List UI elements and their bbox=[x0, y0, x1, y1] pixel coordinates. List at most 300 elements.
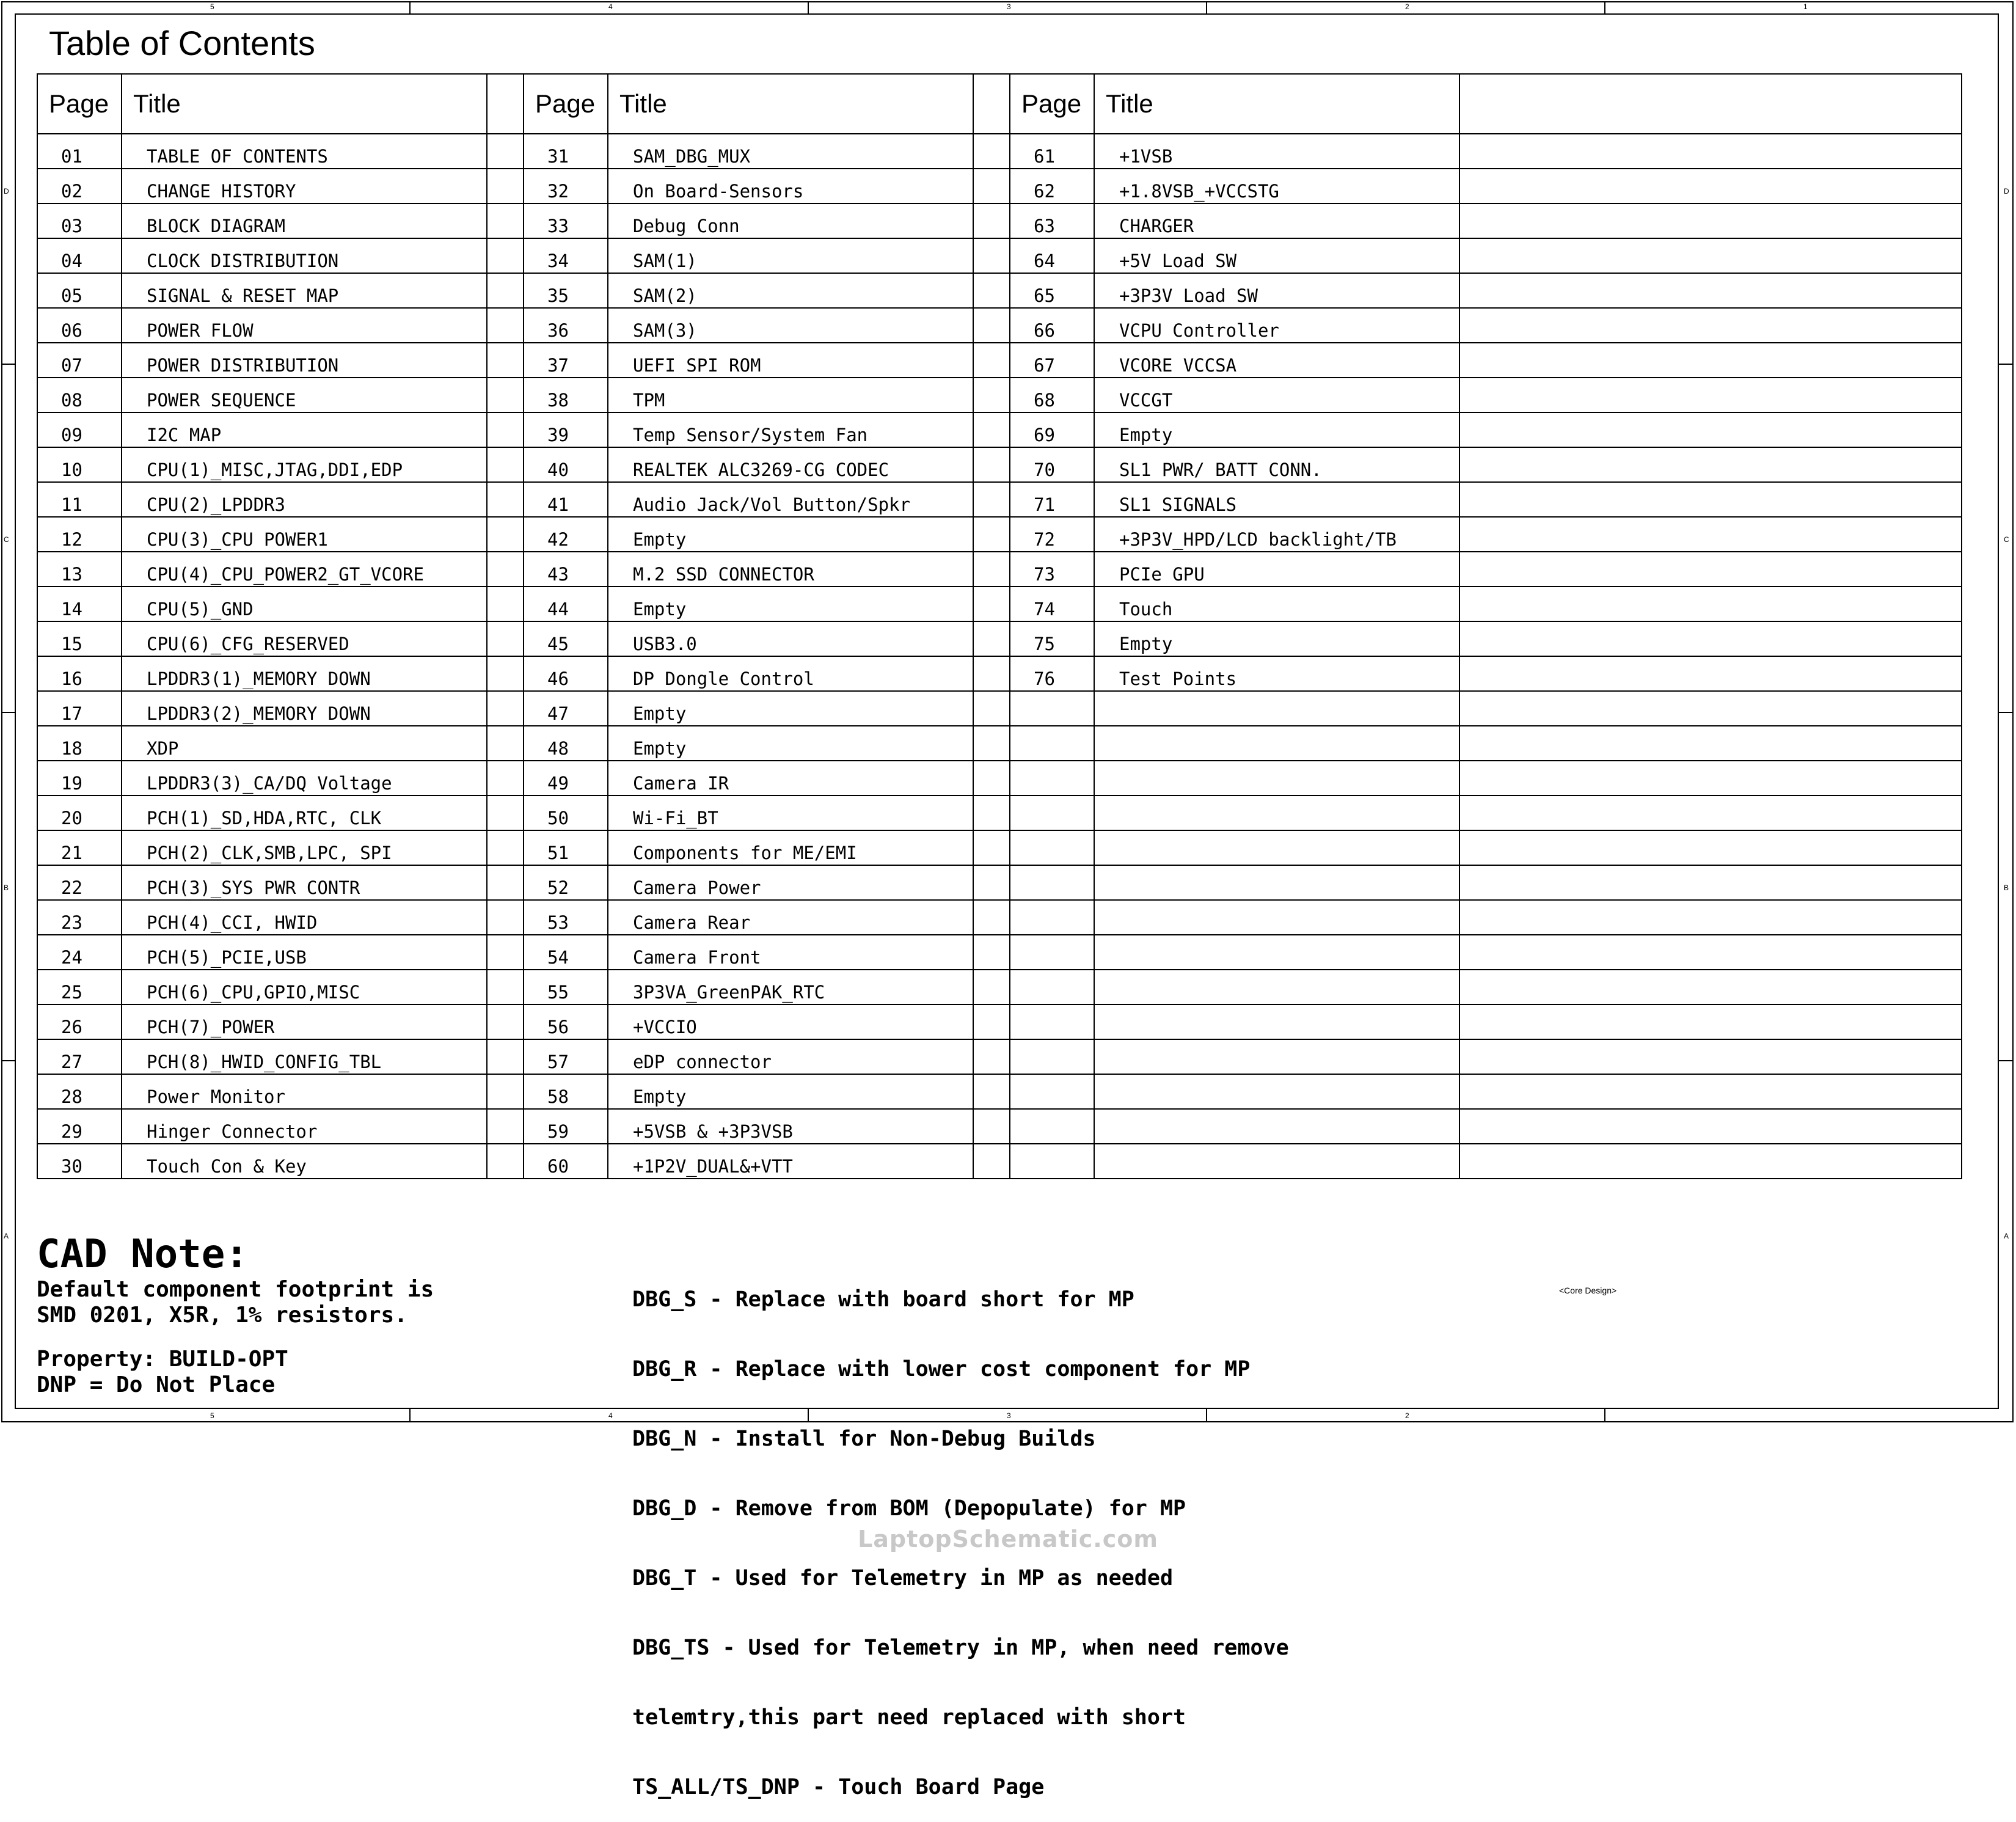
page-title-cell: Empty bbox=[608, 726, 973, 761]
blank-cell bbox=[487, 552, 524, 587]
toc-row bbox=[37, 378, 1962, 412]
toc-row bbox=[37, 1039, 1962, 1074]
page-title-cell: CLOCK DISTRIBUTION bbox=[122, 238, 487, 273]
dbg-note-line: DBG_D - Remove from BOM (Depopulate) for MP bbox=[632, 1496, 1186, 1521]
page-number-cell: 18 bbox=[37, 726, 122, 761]
page-title-cell: SAM(1) bbox=[608, 238, 973, 273]
blank-cell bbox=[487, 900, 524, 935]
toc-body bbox=[37, 134, 1962, 1179]
toc-row bbox=[37, 830, 1962, 865]
blank-cell bbox=[1459, 134, 1962, 169]
zone-divider bbox=[1999, 364, 2012, 365]
page-title-cell: SAM(2) bbox=[608, 273, 973, 308]
zone-divider bbox=[1999, 712, 2012, 713]
blank-cell bbox=[973, 761, 1010, 796]
page-number-cell: 36 bbox=[524, 308, 608, 343]
zone-label-right: B bbox=[2004, 884, 2009, 892]
zone-label-left: C bbox=[4, 535, 9, 544]
blank-cell bbox=[973, 726, 1010, 761]
toc-row bbox=[37, 134, 1962, 169]
blank-cell bbox=[1459, 587, 1962, 621]
blank-cell bbox=[487, 1074, 524, 1109]
page-number-cell: 26 bbox=[37, 1004, 122, 1039]
page-title-cell: 3P3VA_GreenPAK_RTC bbox=[608, 970, 973, 1004]
blank-cell bbox=[973, 343, 1010, 378]
page-number-cell: 39 bbox=[524, 412, 608, 447]
toc-row bbox=[37, 970, 1962, 1004]
page-title-cell bbox=[1094, 1109, 1459, 1144]
blank-cell bbox=[1459, 761, 1962, 796]
page-number-cell: 55 bbox=[524, 970, 608, 1004]
blank-cell bbox=[487, 238, 524, 273]
blank-cell bbox=[973, 378, 1010, 412]
page-number-cell: 76 bbox=[1010, 656, 1094, 691]
page-title-cell: +1.8VSB_+VCCSTG bbox=[1094, 169, 1459, 203]
blank-cell bbox=[487, 587, 524, 621]
page-title-cell: PCH(6)_CPU,GPIO,MISC bbox=[122, 970, 487, 1004]
zone-label-top: 3 bbox=[1007, 2, 1011, 11]
zone-divider bbox=[1999, 1060, 2012, 1061]
page-title-cell: PCH(5)_PCIE,USB bbox=[122, 935, 487, 970]
blank-cell bbox=[1459, 935, 1962, 970]
page-number-cell: 52 bbox=[524, 865, 608, 900]
toc-row bbox=[37, 412, 1962, 447]
blank-cell bbox=[487, 412, 524, 447]
blank-cell bbox=[973, 552, 1010, 587]
page-number-cell: 13 bbox=[37, 552, 122, 587]
page-title-cell bbox=[1094, 970, 1459, 1004]
page-number-cell: 71 bbox=[1010, 482, 1094, 517]
page-title-cell: +VCCIO bbox=[608, 1004, 973, 1039]
page-title-cell: PCH(1)_SD,HDA,RTC, CLK bbox=[122, 796, 487, 830]
zone-label-right: D bbox=[2004, 187, 2009, 196]
page-number-cell bbox=[1010, 796, 1094, 830]
blank-cell bbox=[487, 134, 524, 169]
page-title-cell: Empty bbox=[608, 691, 973, 726]
blank-cell bbox=[973, 203, 1010, 238]
page-title-cell: Camera Front bbox=[608, 935, 973, 970]
dbg-note-line: DBG_R - Replace with lower cost component for MP bbox=[632, 1357, 1251, 1381]
blank-cell bbox=[1459, 830, 1962, 865]
page-number-cell: 75 bbox=[1010, 621, 1094, 656]
zone-label-bottom: 4 bbox=[608, 1411, 613, 1420]
blank-cell bbox=[487, 1004, 524, 1039]
blank-cell bbox=[973, 900, 1010, 935]
page-title-cell: CHANGE HISTORY bbox=[122, 169, 487, 203]
page-title-cell: PCH(3)_SYS PWR CONTR bbox=[122, 865, 487, 900]
blank-cell bbox=[487, 343, 524, 378]
blank-cell bbox=[973, 587, 1010, 621]
zone-label-top: 2 bbox=[1405, 2, 1409, 11]
page-number-cell: 21 bbox=[37, 830, 122, 865]
page-number-cell: 51 bbox=[524, 830, 608, 865]
page-title-cell: Empty bbox=[608, 1074, 973, 1109]
page-title-cell: CPU(6)_CFG_RESERVED bbox=[122, 621, 487, 656]
blank-cell bbox=[973, 1039, 1010, 1074]
blank-cell bbox=[487, 796, 524, 830]
blank-cell bbox=[973, 935, 1010, 970]
blank-cell bbox=[1459, 203, 1962, 238]
blank-cell bbox=[487, 1039, 524, 1074]
zone-label-top: 4 bbox=[608, 2, 613, 11]
page-title-cell bbox=[1094, 935, 1459, 970]
toc-row bbox=[37, 203, 1962, 238]
page-title-cell: POWER FLOW bbox=[122, 308, 487, 343]
page-number-cell bbox=[1010, 1039, 1094, 1074]
page-number-cell: 04 bbox=[37, 238, 122, 273]
blank-cell bbox=[1459, 378, 1962, 412]
cad-note-heading: CAD Note: bbox=[37, 1232, 249, 1277]
blank-cell bbox=[487, 1144, 524, 1179]
blank-cell bbox=[973, 621, 1010, 656]
blank-cell bbox=[973, 830, 1010, 865]
page-title-cell: SL1 PWR/ BATT CONN. bbox=[1094, 447, 1459, 482]
title-column-header: Title bbox=[1094, 74, 1459, 134]
blank-cell bbox=[1459, 1039, 1962, 1074]
page-title-cell: Touch bbox=[1094, 587, 1459, 621]
page-number-cell: 65 bbox=[1010, 273, 1094, 308]
toc-row bbox=[37, 865, 1962, 900]
zone-divider bbox=[1604, 1409, 1605, 1421]
blank-cell bbox=[973, 1074, 1010, 1109]
toc-table bbox=[37, 73, 1962, 1179]
page-number-cell bbox=[1010, 970, 1094, 1004]
toc-row bbox=[37, 726, 1962, 761]
page-number-cell: 31 bbox=[524, 134, 608, 169]
blank-cell bbox=[487, 517, 524, 552]
page-title-cell bbox=[1094, 761, 1459, 796]
page-title-cell: BLOCK DIAGRAM bbox=[122, 203, 487, 238]
blank-cell bbox=[1459, 412, 1962, 447]
watermark: LaptopSchematic.com bbox=[858, 1526, 1158, 1553]
page-title-cell: Power Monitor bbox=[122, 1074, 487, 1109]
zone-label-right: A bbox=[2004, 1232, 2009, 1240]
blank-cell bbox=[973, 134, 1010, 169]
page-number-cell: 30 bbox=[37, 1144, 122, 1179]
zone-label-top: 5 bbox=[210, 2, 214, 11]
page-title-cell: CHARGER bbox=[1094, 203, 1459, 238]
blank-cell bbox=[973, 865, 1010, 900]
blank-cell bbox=[487, 273, 524, 308]
page-title-cell: Components for ME/EMI bbox=[608, 830, 973, 865]
toc-row bbox=[37, 796, 1962, 830]
page-column-header: Page bbox=[37, 74, 122, 134]
page-title-cell: SL1 SIGNALS bbox=[1094, 482, 1459, 517]
page-number-cell: 05 bbox=[37, 273, 122, 308]
page-number-cell: 34 bbox=[524, 238, 608, 273]
page-title-cell: Wi-Fi_BT bbox=[608, 796, 973, 830]
page-number-cell: 07 bbox=[37, 343, 122, 378]
blank-cell bbox=[1459, 970, 1962, 1004]
page-number-cell bbox=[1010, 726, 1094, 761]
page-title-cell: CPU(2)_LPDDR3 bbox=[122, 482, 487, 517]
page-number-cell: 56 bbox=[524, 1004, 608, 1039]
toc-row bbox=[37, 238, 1962, 273]
page-number-cell bbox=[1010, 900, 1094, 935]
blank-cell bbox=[1459, 900, 1962, 935]
blank-cell bbox=[1459, 656, 1962, 691]
blank-cell bbox=[487, 308, 524, 343]
zone-label-left: D bbox=[4, 187, 9, 196]
blank-cell bbox=[1459, 238, 1962, 273]
page-title: Table of Contents bbox=[49, 24, 315, 62]
page-number-cell: 20 bbox=[37, 796, 122, 830]
page-number-cell: 25 bbox=[37, 970, 122, 1004]
page-number-cell bbox=[1010, 761, 1094, 796]
toc-row bbox=[37, 517, 1962, 552]
blank-cell bbox=[973, 1144, 1010, 1179]
page-number-cell bbox=[1010, 1074, 1094, 1109]
page-title-cell: M.2 SSD CONNECTOR bbox=[608, 552, 973, 587]
page-number-cell bbox=[1010, 865, 1094, 900]
page-title-cell: UEFI SPI ROM bbox=[608, 343, 973, 378]
page-title-cell: POWER SEQUENCE bbox=[122, 378, 487, 412]
title-column-header: Title bbox=[608, 74, 973, 134]
page-number-cell: 69 bbox=[1010, 412, 1094, 447]
blank-cell bbox=[1459, 796, 1962, 830]
page-number-cell: 10 bbox=[37, 447, 122, 482]
zone-divider bbox=[409, 1409, 411, 1421]
toc-row bbox=[37, 552, 1962, 587]
page-number-cell: 54 bbox=[524, 935, 608, 970]
page-number-cell: 06 bbox=[37, 308, 122, 343]
zone-label-bottom: 2 bbox=[1405, 1411, 1409, 1420]
blank-cell bbox=[487, 726, 524, 761]
blank-cell bbox=[487, 203, 524, 238]
blank-cell bbox=[973, 273, 1010, 308]
page-number-cell: 49 bbox=[524, 761, 608, 796]
page-number-cell: 47 bbox=[524, 691, 608, 726]
page-title-cell: Temp Sensor/System Fan bbox=[608, 412, 973, 447]
zone-label-bottom: 5 bbox=[210, 1411, 214, 1420]
blank-cell bbox=[487, 935, 524, 970]
page-column-header: Page bbox=[524, 74, 608, 134]
dbg-note-line: DBG_TS - Used for Telemetry in MP, when need remove bbox=[632, 1636, 1289, 1660]
spacer-column bbox=[973, 74, 1010, 134]
page-number-cell: 45 bbox=[524, 621, 608, 656]
blank-cell bbox=[973, 796, 1010, 830]
blank-cell bbox=[973, 1004, 1010, 1039]
page-title-cell: LPDDR3(3)_CA/DQ Voltage bbox=[122, 761, 487, 796]
page-title-cell: I2C MAP bbox=[122, 412, 487, 447]
blank-cell bbox=[1459, 865, 1962, 900]
page-number-cell: 28 bbox=[37, 1074, 122, 1109]
page-number-cell: 03 bbox=[37, 203, 122, 238]
page-column-header: Page bbox=[1010, 74, 1094, 134]
cad-note-line: Property: BUILD-OPT bbox=[37, 1347, 288, 1372]
page-title-cell bbox=[1094, 1074, 1459, 1109]
page-number-cell: 50 bbox=[524, 796, 608, 830]
blank-cell bbox=[487, 830, 524, 865]
page-number-cell bbox=[1010, 1109, 1094, 1144]
page-number-cell: 11 bbox=[37, 482, 122, 517]
blank-cell bbox=[487, 621, 524, 656]
toc-row bbox=[37, 1074, 1962, 1109]
blank-cell bbox=[1459, 552, 1962, 587]
page-number-cell: 42 bbox=[524, 517, 608, 552]
page-number-cell: 63 bbox=[1010, 203, 1094, 238]
page-number-cell bbox=[1010, 1004, 1094, 1039]
toc-row bbox=[37, 935, 1962, 970]
page-title-cell: +5VSB & +3P3VSB bbox=[608, 1109, 973, 1144]
zone-divider bbox=[808, 1, 809, 13]
page-title-cell: Empty bbox=[608, 517, 973, 552]
blank-cell bbox=[1459, 343, 1962, 378]
toc-row bbox=[37, 621, 1962, 656]
toc-row bbox=[37, 691, 1962, 726]
page-number-cell: 44 bbox=[524, 587, 608, 621]
page-number-cell: 09 bbox=[37, 412, 122, 447]
page-number-cell: 61 bbox=[1010, 134, 1094, 169]
toc-row bbox=[37, 343, 1962, 378]
page-title-cell bbox=[1094, 1004, 1459, 1039]
page-title-cell bbox=[1094, 1039, 1459, 1074]
page-number-cell: 38 bbox=[524, 378, 608, 412]
page-title-cell bbox=[1094, 900, 1459, 935]
page-title-cell: +1P2V_DUAL&+VTT bbox=[608, 1144, 973, 1179]
blank-cell bbox=[487, 378, 524, 412]
cad-note bbox=[37, 1234, 434, 1398]
page-number-cell: 01 bbox=[37, 134, 122, 169]
spacer-column bbox=[487, 74, 524, 134]
blank-cell bbox=[1459, 169, 1962, 203]
page-title-cell: CPU(3)_CPU POWER1 bbox=[122, 517, 487, 552]
zone-label-left: A bbox=[4, 1232, 9, 1240]
page-title-cell: Test Points bbox=[1094, 656, 1459, 691]
page-title-cell: Audio Jack/Vol Button/Spkr bbox=[608, 482, 973, 517]
blank-cell bbox=[973, 308, 1010, 343]
page-number-cell bbox=[1010, 830, 1094, 865]
page-number-cell: 24 bbox=[37, 935, 122, 970]
page-number-cell: 43 bbox=[524, 552, 608, 587]
toc-row bbox=[37, 273, 1962, 308]
page-title-cell: Camera Rear bbox=[608, 900, 973, 935]
blank-cell bbox=[1459, 517, 1962, 552]
blank-cell bbox=[487, 1109, 524, 1144]
page-title-cell: eDP connector bbox=[608, 1039, 973, 1074]
page-title-cell: CPU(5)_GND bbox=[122, 587, 487, 621]
dbg-note-line: DBG_S - Replace with board short for MP bbox=[632, 1287, 1134, 1312]
page-title-cell: REALTEK ALC3269-CG CODEC bbox=[608, 447, 973, 482]
toc-row bbox=[37, 308, 1962, 343]
blank-cell bbox=[973, 691, 1010, 726]
zone-label-bottom: 3 bbox=[1007, 1411, 1011, 1420]
page-number-cell: 22 bbox=[37, 865, 122, 900]
page-number-cell: 32 bbox=[524, 169, 608, 203]
page-title-cell bbox=[1094, 726, 1459, 761]
zone-divider bbox=[409, 1, 411, 13]
page-number-cell bbox=[1010, 935, 1094, 970]
page-title-cell: TPM bbox=[608, 378, 973, 412]
page-number-cell: 62 bbox=[1010, 169, 1094, 203]
page-number-cell: 40 bbox=[524, 447, 608, 482]
page-title-cell: On Board-Sensors bbox=[608, 169, 973, 203]
blank-cell bbox=[1459, 447, 1962, 482]
page-title-cell bbox=[1094, 1144, 1459, 1179]
page-title-cell: LPDDR3(2)_MEMORY DOWN bbox=[122, 691, 487, 726]
page-number-cell: 73 bbox=[1010, 552, 1094, 587]
page-title-cell: DP Dongle Control bbox=[608, 656, 973, 691]
blank-cell bbox=[1459, 273, 1962, 308]
page-number-cell: 68 bbox=[1010, 378, 1094, 412]
page-title-cell: Camera Power bbox=[608, 865, 973, 900]
page-number-cell: 72 bbox=[1010, 517, 1094, 552]
page-title-cell: PCH(7)_POWER bbox=[122, 1004, 487, 1039]
blank-cell bbox=[487, 970, 524, 1004]
toc-row bbox=[37, 1144, 1962, 1179]
blank-cell bbox=[1459, 691, 1962, 726]
page-title-cell: PCIe GPU bbox=[1094, 552, 1459, 587]
blank-cell bbox=[1459, 308, 1962, 343]
page-number-cell: 67 bbox=[1010, 343, 1094, 378]
blank-cell bbox=[487, 691, 524, 726]
page-number-cell: 35 bbox=[524, 273, 608, 308]
core-design-label: <Core Design> bbox=[1559, 1286, 1617, 1295]
blank-cell bbox=[973, 1109, 1010, 1144]
dbg-note-line: telemtry,this part need replaced with short bbox=[632, 1705, 1186, 1730]
page-number-cell: 66 bbox=[1010, 308, 1094, 343]
blank-cell bbox=[1459, 482, 1962, 517]
blank-cell bbox=[487, 169, 524, 203]
toc-row bbox=[37, 447, 1962, 482]
page-title-cell: PCH(8)_HWID_CONFIG_TBL bbox=[122, 1039, 487, 1074]
toc-row bbox=[37, 656, 1962, 691]
cad-note-line: Default component footprint is bbox=[37, 1277, 434, 1302]
blank-cell bbox=[973, 482, 1010, 517]
page-title-cell: Touch Con & Key bbox=[122, 1144, 487, 1179]
page-title-cell bbox=[1094, 830, 1459, 865]
blank-cell bbox=[973, 970, 1010, 1004]
page-title-cell: SIGNAL & RESET MAP bbox=[122, 273, 487, 308]
page-number-cell: 46 bbox=[524, 656, 608, 691]
cad-note-line: SMD 0201, X5R, 1% resistors. bbox=[37, 1303, 407, 1328]
page-title-cell: SAM(3) bbox=[608, 308, 973, 343]
toc-row bbox=[37, 1109, 1962, 1144]
page-number-cell: 16 bbox=[37, 656, 122, 691]
blank-cell bbox=[973, 169, 1010, 203]
page-title-cell: SAM_DBG_MUX bbox=[608, 134, 973, 169]
page-title-cell bbox=[1094, 796, 1459, 830]
blank-cell bbox=[487, 761, 524, 796]
page-number-cell: 08 bbox=[37, 378, 122, 412]
dbg-note-line: DBG_N - Install for Non-Debug Builds bbox=[632, 1427, 1096, 1451]
page-title-cell bbox=[1094, 865, 1459, 900]
blank-cell bbox=[1459, 1144, 1962, 1179]
page-title-cell: VCCGT bbox=[1094, 378, 1459, 412]
page-number-cell: 29 bbox=[37, 1109, 122, 1144]
page-number-cell: 60 bbox=[524, 1144, 608, 1179]
page-number-cell: 23 bbox=[37, 900, 122, 935]
page-title-cell: VCPU Controller bbox=[1094, 308, 1459, 343]
page-title-cell: Empty bbox=[1094, 621, 1459, 656]
page-title-cell: CPU(4)_CPU_POWER2_GT_VCORE bbox=[122, 552, 487, 587]
toc-row bbox=[37, 900, 1962, 935]
page-title-cell: +5V Load SW bbox=[1094, 238, 1459, 273]
blank-cell bbox=[973, 412, 1010, 447]
page-number-cell: 12 bbox=[37, 517, 122, 552]
toc-row bbox=[37, 761, 1962, 796]
page-number-cell: 27 bbox=[37, 1039, 122, 1074]
blank-cell bbox=[1459, 726, 1962, 761]
toc-row bbox=[37, 169, 1962, 203]
toc-header-row bbox=[37, 74, 1962, 134]
cad-note-line: DNP = Do Not Place bbox=[37, 1372, 276, 1397]
page-title-cell: USB3.0 bbox=[608, 621, 973, 656]
zone-divider bbox=[1, 712, 15, 713]
page-title-cell: LPDDR3(1)_MEMORY DOWN bbox=[122, 656, 487, 691]
page-title-cell: Hinger Connector bbox=[122, 1109, 487, 1144]
page-number-cell: 33 bbox=[524, 203, 608, 238]
